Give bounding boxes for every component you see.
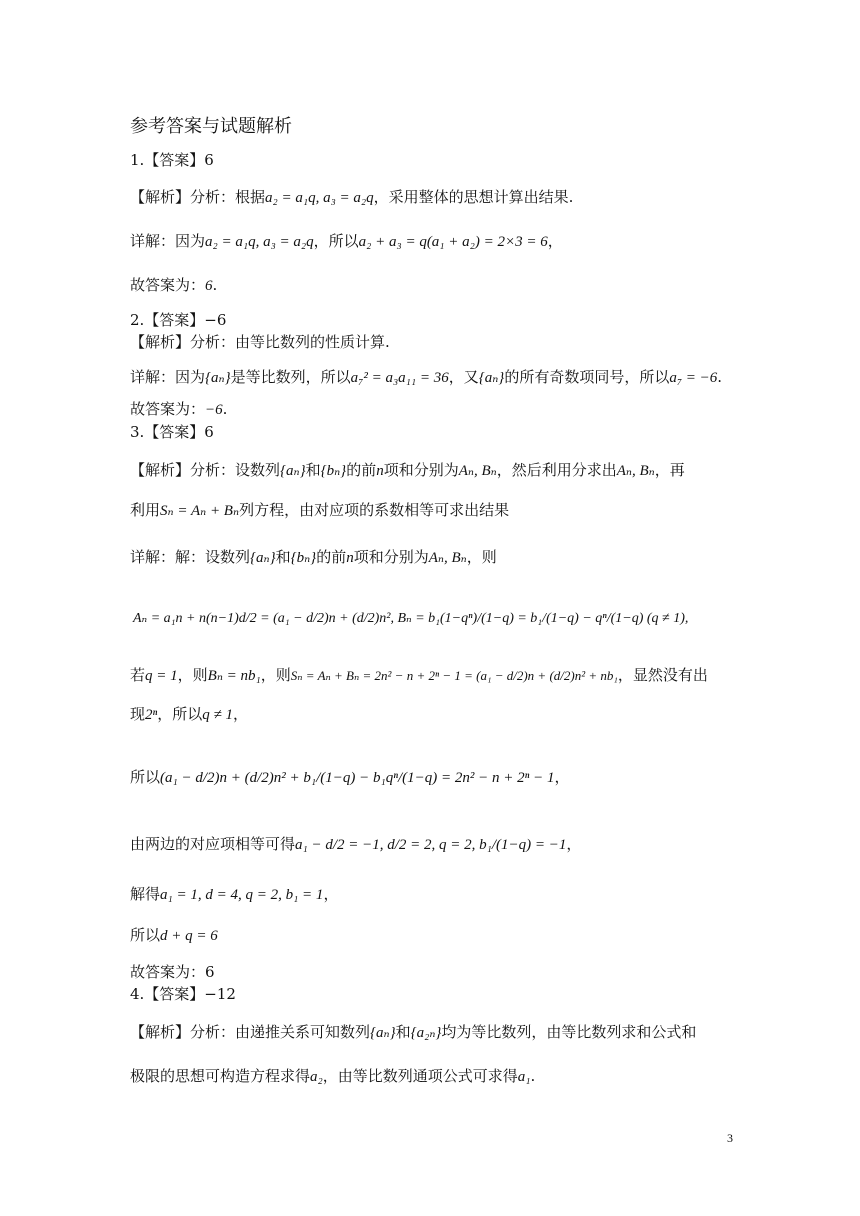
math: a₁ bbox=[517, 1069, 531, 1085]
math: {aₙ} bbox=[205, 370, 231, 386]
text: 均为等比数列，由等比数列求和公式和 bbox=[441, 1023, 697, 1041]
math: q = 1 bbox=[145, 668, 178, 684]
q3-final: 故答案为：6 bbox=[130, 963, 215, 981]
q3-so2 bbox=[130, 928, 218, 944]
math: {aₙ} bbox=[370, 1025, 396, 1041]
text: ， bbox=[233, 705, 249, 723]
math: 2ⁿ bbox=[145, 707, 158, 723]
text: ，再 bbox=[654, 461, 685, 479]
text: 若 bbox=[130, 666, 146, 684]
math: a₇² = a₃a₁₁ = 36 bbox=[350, 370, 449, 386]
math: n bbox=[376, 463, 384, 479]
text: ，由等比数列通项公式可求得 bbox=[322, 1067, 518, 1085]
q3-analysis-cont bbox=[130, 503, 509, 519]
text: 由两边的对应项相等可得 bbox=[130, 835, 296, 853]
math: n bbox=[346, 550, 354, 566]
text: ，则 bbox=[177, 666, 208, 684]
math: 6 bbox=[205, 278, 213, 294]
text: ，采用整体的思想计算出结果. bbox=[373, 188, 574, 206]
text: 【解析】分析：根据 bbox=[130, 188, 266, 206]
text: ， bbox=[554, 768, 570, 786]
text: 详解：解：设数列 bbox=[130, 548, 251, 566]
text: 所以 bbox=[130, 768, 161, 786]
q3-formula bbox=[133, 610, 688, 626]
q3-appear bbox=[130, 707, 248, 723]
text: . bbox=[212, 276, 218, 294]
q2-final bbox=[130, 402, 227, 418]
math: a₂ + a₃ = q(a₁ + a₂) = 2×3 = 6 bbox=[358, 234, 548, 250]
q3-both-sides bbox=[130, 837, 581, 853]
q4-analysis-cont bbox=[130, 1069, 535, 1085]
text: ，所以 bbox=[313, 232, 359, 250]
q3-if bbox=[130, 668, 708, 684]
math: a₁ − d/2 = −1, d/2 = 2, q = 2, b₁/(1−q) = −1 bbox=[295, 837, 567, 853]
text: 现 bbox=[130, 705, 146, 723]
math: d + q = 6 bbox=[160, 928, 218, 944]
math: −6 bbox=[205, 402, 223, 418]
math: q ≠ 1 bbox=[202, 707, 233, 723]
q3-answer: 3.【答案】6 bbox=[130, 423, 214, 441]
text: 的所有奇数项同号，所以 bbox=[504, 368, 670, 386]
text: ，又 bbox=[448, 368, 479, 386]
math: a₇ = −6 bbox=[669, 370, 718, 386]
text: ，然后利用分求出 bbox=[496, 461, 617, 479]
text: . bbox=[530, 1067, 536, 1085]
text: 是等比数列，所以 bbox=[230, 368, 351, 386]
math: Aₙ, Bₙ bbox=[616, 463, 655, 479]
text: 故答案为： bbox=[130, 400, 206, 418]
text: 项和分别为 bbox=[383, 461, 459, 479]
math: a₁ = 1, d = 4, q = 2, b₁ = 1 bbox=[160, 887, 324, 903]
q2-analysis: 【解析】分析：由等比数列的性质计算. bbox=[130, 333, 390, 351]
q1-final bbox=[130, 278, 217, 294]
math: Aₙ, Bₙ bbox=[428, 550, 467, 566]
math: {aₙ} bbox=[478, 370, 505, 386]
q1-detail bbox=[130, 234, 563, 250]
math: {bₙ} bbox=[320, 463, 347, 479]
math: {a₂ₙ} bbox=[410, 1025, 442, 1041]
math: a₂ = a₁q, a₃ = a₂q bbox=[265, 190, 374, 206]
q1-analysis bbox=[130, 190, 573, 206]
page-title: 参考答案与试题解析 bbox=[130, 116, 292, 137]
text: ，显然没有出 bbox=[617, 666, 708, 684]
page-number: 3 bbox=[727, 1131, 733, 1145]
text: 的前 bbox=[316, 548, 347, 566]
text: . bbox=[222, 400, 228, 418]
math: Aₙ, Bₙ bbox=[458, 463, 497, 479]
q1-answer: 1.【答案】6 bbox=[130, 151, 214, 169]
q4-analysis bbox=[130, 1025, 696, 1041]
text: 详解：因为 bbox=[130, 368, 206, 386]
math: a₂ = a₁q, a₃ = a₂q bbox=[205, 234, 314, 250]
text: 极限的思想可构造方程求得 bbox=[130, 1067, 311, 1085]
text: ， bbox=[547, 232, 563, 250]
text: ，则 bbox=[260, 666, 291, 684]
text: 【解析】分析：由递推关系可知数列 bbox=[130, 1023, 371, 1041]
math: {aₙ} bbox=[250, 550, 276, 566]
q4-answer: 4.【答案】−12 bbox=[130, 985, 236, 1003]
math: Sₙ = Aₙ + Bₙ bbox=[160, 503, 240, 519]
text: ， bbox=[566, 835, 582, 853]
text: 故答案为： bbox=[130, 276, 206, 294]
text: 解得 bbox=[130, 885, 161, 903]
math-formula: Aₙ = a₁n + n(n−1)d/2 = (a₁ − d/2)n + (d/2)n², Bₙ = b₁(1−qⁿ)/(1−q) = b₁/(1−q) − qⁿ/(1−q) (q ≠ 1), bbox=[133, 611, 689, 626]
q3-detail bbox=[130, 550, 497, 566]
text: 项和分别为 bbox=[353, 548, 429, 566]
text: . bbox=[717, 368, 723, 386]
math: Sₙ = Aₙ + Bₙ = 2n² − n + 2ⁿ − 1 = (a₁ − d/2)n + (d/2)n² + nb₁ bbox=[290, 668, 618, 683]
text: 利用 bbox=[130, 501, 161, 519]
q3-solve bbox=[130, 887, 338, 903]
math: {bₙ} bbox=[290, 550, 317, 566]
text: ，则 bbox=[466, 548, 497, 566]
text: ，所以 bbox=[157, 705, 203, 723]
math: {aₙ} bbox=[280, 463, 306, 479]
q3-analysis bbox=[130, 463, 685, 479]
text: 和 bbox=[275, 548, 291, 566]
text: ， bbox=[323, 885, 339, 903]
text: 详解：因为 bbox=[130, 232, 206, 250]
text: 所以 bbox=[130, 926, 161, 944]
text: 【解析】分析：设数列 bbox=[130, 461, 281, 479]
text: 的前 bbox=[346, 461, 377, 479]
q3-so bbox=[130, 770, 569, 786]
math: Bₙ = nb₁ bbox=[207, 668, 261, 684]
text: 列方程，由对应项的系数相等可求出结果 bbox=[239, 501, 510, 519]
math: a₂ bbox=[310, 1069, 323, 1085]
math: (a₁ − d/2)n + (d/2)n² + b₁/(1−q) − b₁qⁿ/(1−q) = 2n² − n + 2ⁿ − 1 bbox=[160, 770, 555, 786]
text: 和 bbox=[395, 1023, 411, 1041]
q2-detail bbox=[130, 370, 722, 386]
q2-answer: 2.【答案】−6 bbox=[130, 311, 227, 329]
text: 和 bbox=[305, 461, 321, 479]
